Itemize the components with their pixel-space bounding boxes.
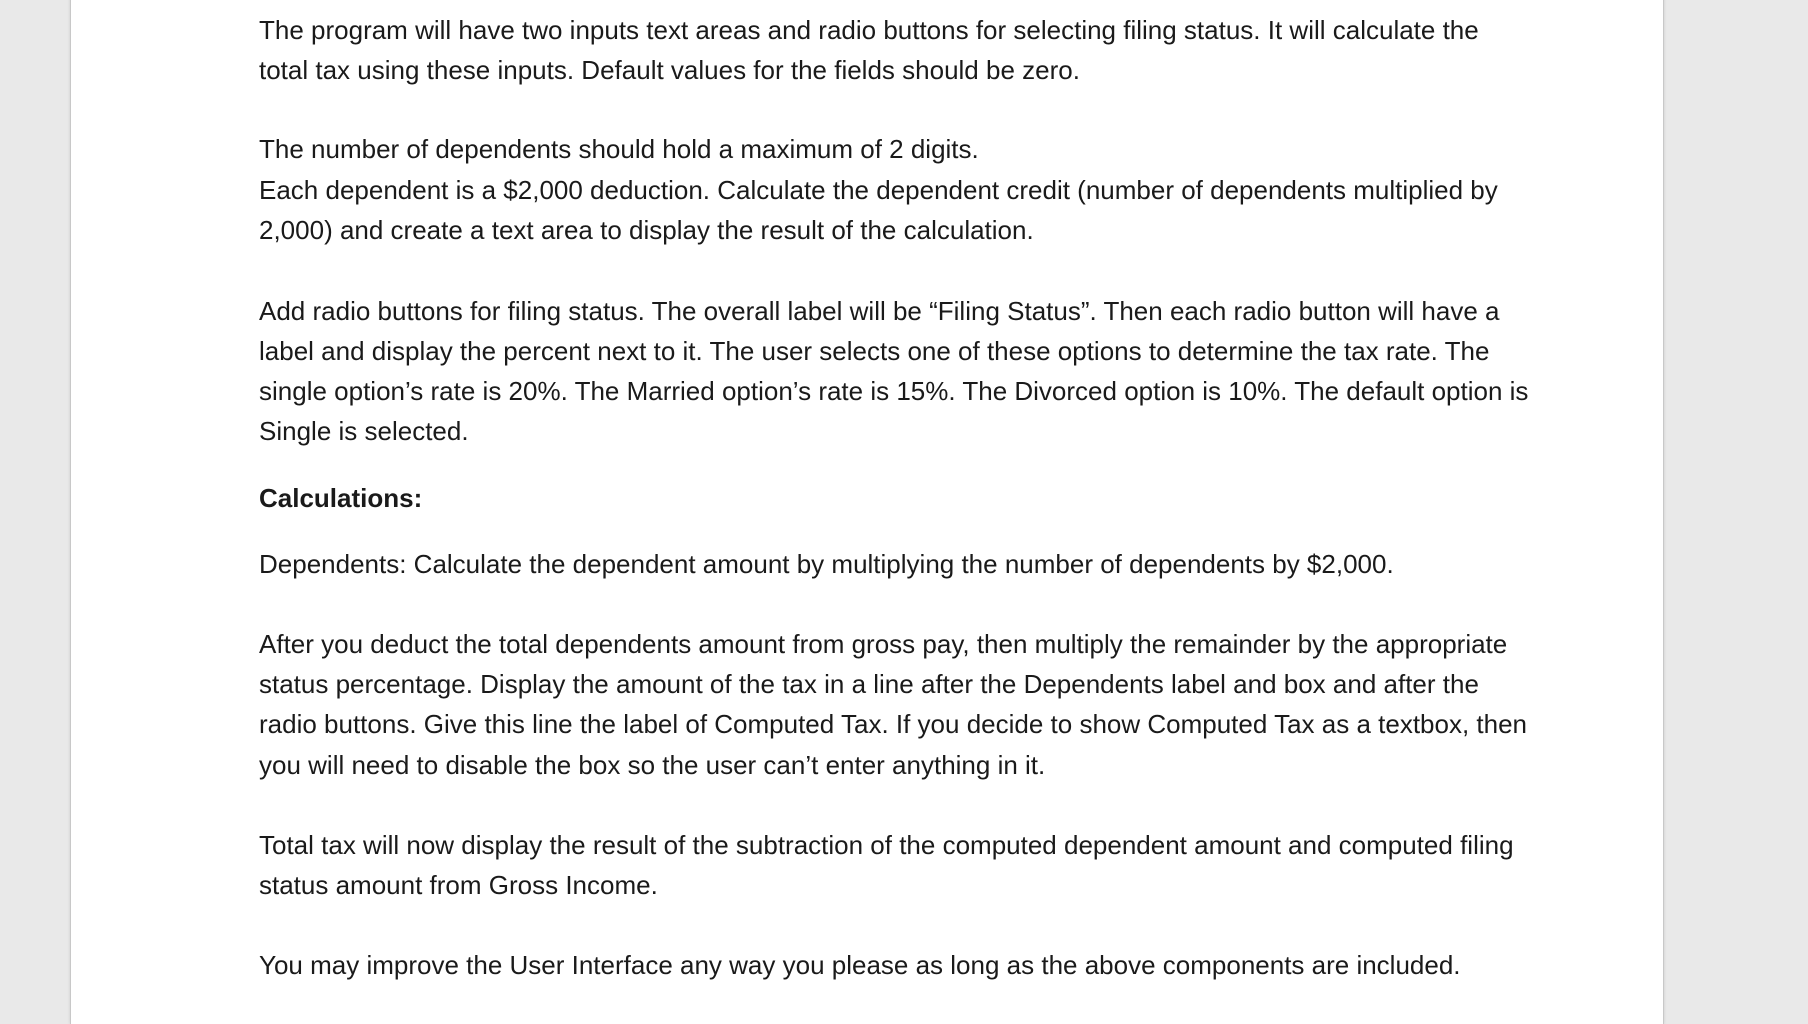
text-line: Total tax will now display the result of the subtraction of the computed dependent amount and computed filing xyxy=(259,830,1514,860)
text-line: single option’s rate is 20%. The Married option’s rate is 15%. The Divorced option is 10%. The default option is xyxy=(259,376,1529,406)
document-page xyxy=(70,0,1664,1024)
text-line: you will need to disable the box so the user can’t enter anything in it. xyxy=(259,750,1046,780)
text-line: status percentage. Display the amount of the tax in a line after the Dependents label and box and after the xyxy=(259,669,1479,699)
text-line: Each dependent is a $2,000 deduction. Calculate the dependent credit (number of dependents multiplied by xyxy=(259,175,1498,205)
text-line: Dependents: Calculate the dependent amount by multiplying the number of dependents by $2,000. xyxy=(259,549,1394,579)
text-line: radio buttons. Give this line the label of Computed Tax. If you decide to show Computed Tax as a textbox, then xyxy=(259,709,1528,739)
text-line: The program will have two inputs text areas and radio buttons for selecting filing status. It will calculate the xyxy=(259,15,1479,45)
text-line: Add radio buttons for filing status. The overall label will be “Filing Status”. Then each radio button will have a xyxy=(259,296,1500,326)
text-line: status amount from Gross Income. xyxy=(259,870,658,900)
heading-text: Calculations: xyxy=(259,483,423,513)
text-line: You may improve the User Interface any way you please as long as the above components are included. xyxy=(259,950,1461,980)
text-line: The number of dependents should hold a maximum of 2 digits. xyxy=(259,134,979,164)
text-line: After you deduct the total dependents amount from gross pay, then multiply the remainder by the appropriate xyxy=(259,629,1508,659)
text-line: total tax using these inputs. Default values for the fields should be zero. xyxy=(259,55,1080,85)
text-line: Single is selected. xyxy=(259,416,469,446)
text-line: 2,000) and create a text area to display the result of the calculation. xyxy=(259,215,1034,245)
text-line: label and display the percent next to it. The user selects one of these options to determine the tax rate. The xyxy=(259,336,1490,366)
